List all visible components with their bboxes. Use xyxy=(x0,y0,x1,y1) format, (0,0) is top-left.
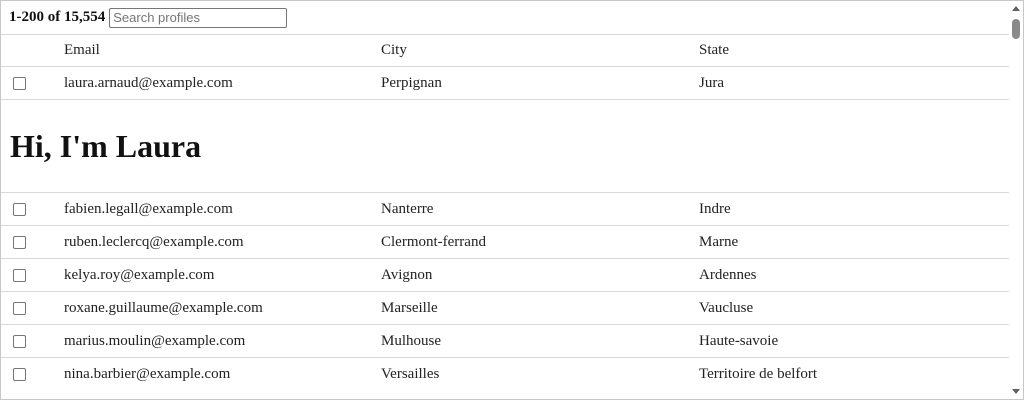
row-state: Haute-savoie xyxy=(699,332,779,349)
row-city: Avignon xyxy=(381,266,433,283)
row-select-cell xyxy=(1,77,64,90)
chevron-down-icon[interactable] xyxy=(1012,389,1020,394)
row-city: Marseille xyxy=(381,299,438,316)
row-city: Nanterre xyxy=(381,200,434,217)
row-select-cell xyxy=(1,368,64,381)
search-input[interactable] xyxy=(109,8,287,28)
row-select-cell xyxy=(1,203,64,216)
row-select-cell xyxy=(1,335,64,348)
result-count: 1-200 of 15,554 xyxy=(9,9,106,25)
row-select-cell xyxy=(1,302,64,315)
column-header-state[interactable]: State xyxy=(699,42,729,58)
table-row[interactable] xyxy=(1,291,1009,324)
row-checkbox[interactable] xyxy=(13,368,26,381)
row-city: Clermont-ferrand xyxy=(381,233,486,250)
row-email: kelya.roy@example.com xyxy=(64,266,215,283)
row-email: laura.arnaud@example.com xyxy=(64,74,233,91)
column-header-email[interactable]: Email xyxy=(64,42,100,58)
vertical-scrollbar[interactable] xyxy=(1009,1,1023,399)
row-checkbox[interactable] xyxy=(13,77,26,90)
table-row[interactable] xyxy=(1,324,1009,357)
row-select-cell xyxy=(1,236,64,249)
table-body xyxy=(1,192,1009,390)
table-row[interactable] xyxy=(1,66,1009,99)
row-state: Territoire de belfort xyxy=(699,365,818,382)
row-email: nina.barbier@example.com xyxy=(64,365,231,382)
row-email: roxane.guillaume@example.com xyxy=(64,299,263,316)
column-header-city[interactable]: City xyxy=(381,42,407,58)
row-select-cell xyxy=(1,269,64,282)
table-row[interactable] xyxy=(1,225,1009,258)
row-state: Vaucluse xyxy=(699,299,754,316)
row-city: Mulhouse xyxy=(381,332,441,349)
table-row[interactable] xyxy=(1,258,1009,291)
scrollbar-thumb[interactable] xyxy=(1012,19,1020,39)
row-checkbox[interactable] xyxy=(13,236,26,249)
row-state: Jura xyxy=(699,74,724,91)
detail-heading: Hi, I'm Laura xyxy=(10,127,202,164)
table-header xyxy=(1,34,1009,66)
row-state: Marne xyxy=(699,233,739,250)
row-state: Indre xyxy=(699,200,731,217)
row-state: Ardennes xyxy=(699,266,757,283)
table-row[interactable] xyxy=(1,357,1009,390)
row-city: Perpignan xyxy=(381,74,442,91)
table-row[interactable] xyxy=(1,192,1009,225)
row-email: ruben.leclercq@example.com xyxy=(64,233,244,250)
toolbar xyxy=(1,1,1009,34)
row-city: Versailles xyxy=(381,365,440,382)
expanded-row-detail xyxy=(1,99,1009,192)
row-checkbox[interactable] xyxy=(13,203,26,216)
row-checkbox[interactable] xyxy=(13,335,26,348)
profiles-table-area xyxy=(1,1,1009,399)
row-email: marius.moulin@example.com xyxy=(64,332,246,349)
row-checkbox[interactable] xyxy=(13,302,26,315)
chevron-up-icon[interactable] xyxy=(1012,6,1020,11)
row-checkbox[interactable] xyxy=(13,269,26,282)
row-email: fabien.legall@example.com xyxy=(64,200,233,217)
